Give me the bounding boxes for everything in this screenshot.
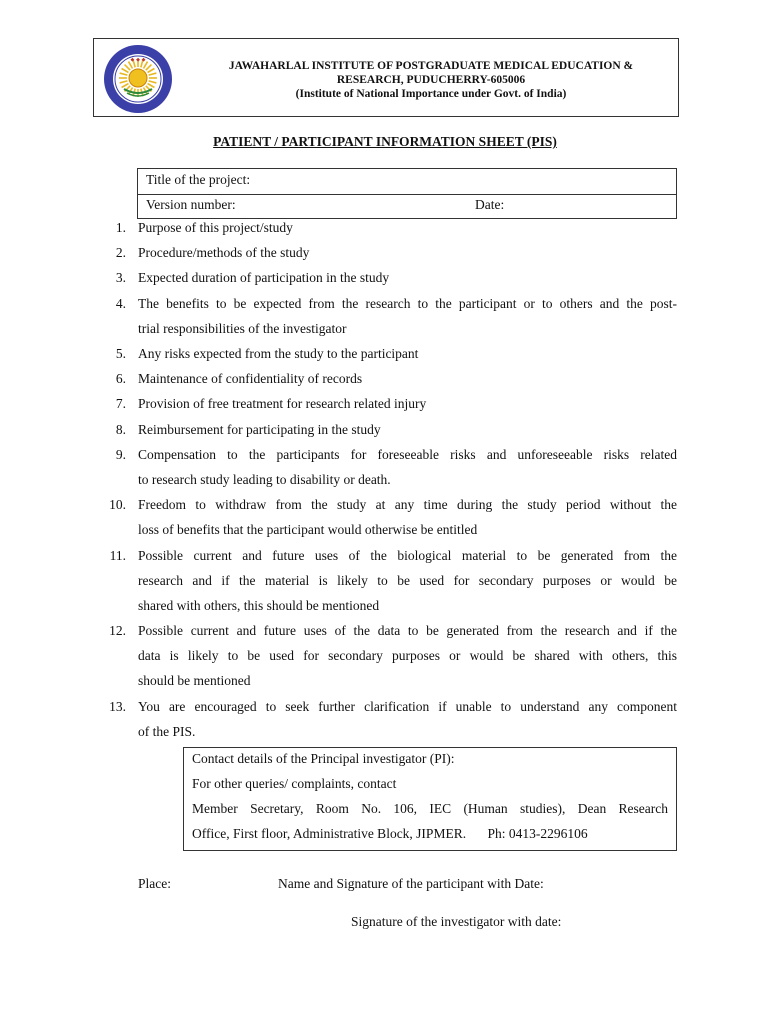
place-label: Place: [138, 876, 171, 891]
item-number: 10. [109, 497, 126, 512]
institute-name-line1: JAWAHARLAL INSTITUTE OF POSTGRADUATE MEDICAL EDUCATION & [228, 60, 634, 72]
office-address: Office, First floor, Administrative Block, JIPMER. [192, 826, 467, 841]
phone-number: Ph: 0413-2296106 [487, 826, 588, 841]
office-address-line [192, 826, 668, 842]
item-text-line: Provision of free treatment for research related injury [138, 396, 427, 411]
item-number: 12. [109, 623, 126, 638]
item-text-line: of the PIS. [138, 724, 196, 739]
item-text-line: shared with others, this should be mentioned [138, 598, 380, 613]
item-number: 11. [109, 548, 126, 563]
item-text-line: should be mentioned [138, 673, 251, 688]
item-number: 3. [115, 270, 126, 285]
item-text-line: Reimbursement for participating in the study [138, 422, 381, 437]
version-row [138, 194, 676, 219]
item-number: 7. [115, 396, 126, 411]
institute-status: (Institute of National Importance under Govt. of India) [295, 88, 567, 100]
item-number: 8. [115, 422, 126, 437]
project-details-table [137, 168, 677, 219]
item-text-line: Compensation to the participants for foreseeable risks and unforeseeable risks related [138, 447, 677, 462]
item-text-line: data is likely to be used for secondary purposes or would be shared with others, this [138, 648, 677, 663]
investigator-signature-label: Signature of the investigator with date: [351, 914, 562, 929]
item-text-line: loss of benefits that the participant would otherwise be entitled [138, 522, 478, 537]
item-text-line: research and if the material is likely to be used for secondary purposes or would be [138, 573, 677, 588]
item-text-line: Procedure/methods of the study [138, 245, 310, 260]
item-text-line: Expected duration of participation in the study [138, 270, 390, 285]
item-number: 6. [115, 371, 126, 386]
item-number: 5. [115, 346, 126, 361]
item-text-line: trial responsibilities of the investigator [138, 321, 347, 336]
date-label: Date: [475, 197, 505, 212]
svg-text:◆ ◆ ◆: ◆ ◆ ◆ [130, 57, 146, 63]
item-text-line: Maintenance of confidentiality of records [138, 371, 363, 386]
member-secretary-address: Member Secretary, Room No. 106, IEC (Human studies), Dean Research [192, 801, 668, 816]
item-text-line: You are encouraged to seek further clarification if unable to understand any component [138, 699, 677, 714]
version-number-label: Version number: [146, 197, 236, 212]
project-title-row [138, 169, 676, 195]
document-title: PATIENT / PARTICIPANT INFORMATION SHEET (PIS) [213, 134, 557, 149]
contact-details-box [183, 747, 677, 851]
item-text-line: Purpose of this project/study [138, 220, 293, 235]
item-text-line: Possible current and future uses of the biological material to be generated from the [138, 548, 677, 563]
item-number: 4. [115, 296, 126, 311]
institute-name-line2: RESEARCH, PUDUCHERRY-605006 [336, 74, 526, 86]
item-number: 13. [109, 699, 126, 714]
pi-contact-label: Contact details of the Principal investigator (PI): [192, 751, 455, 766]
institute-header [93, 38, 679, 117]
item-text-line: Possible current and future uses of the data to be generated from the research and if the [138, 623, 677, 638]
item-text-line: Freedom to withdraw from the study at any time during the study period without the [138, 497, 677, 512]
item-number: 1. [115, 220, 126, 235]
other-queries-label: For other queries/ complaints, contact [192, 776, 397, 791]
project-title-label: Title of the project: [146, 172, 251, 187]
item-number: 9. [115, 447, 126, 462]
item-text-line: Any risks expected from the study to the participant [138, 346, 419, 361]
item-text-line: The benefits to be expected from the research to the participant or to others and the post- [138, 296, 677, 311]
item-text-line: to research study leading to disability or death. [138, 472, 391, 487]
item-number: 2. [115, 245, 126, 260]
participant-signature-label: Name and Signature of the participant with Date: [278, 876, 544, 891]
institute-seal-icon [102, 43, 174, 115]
